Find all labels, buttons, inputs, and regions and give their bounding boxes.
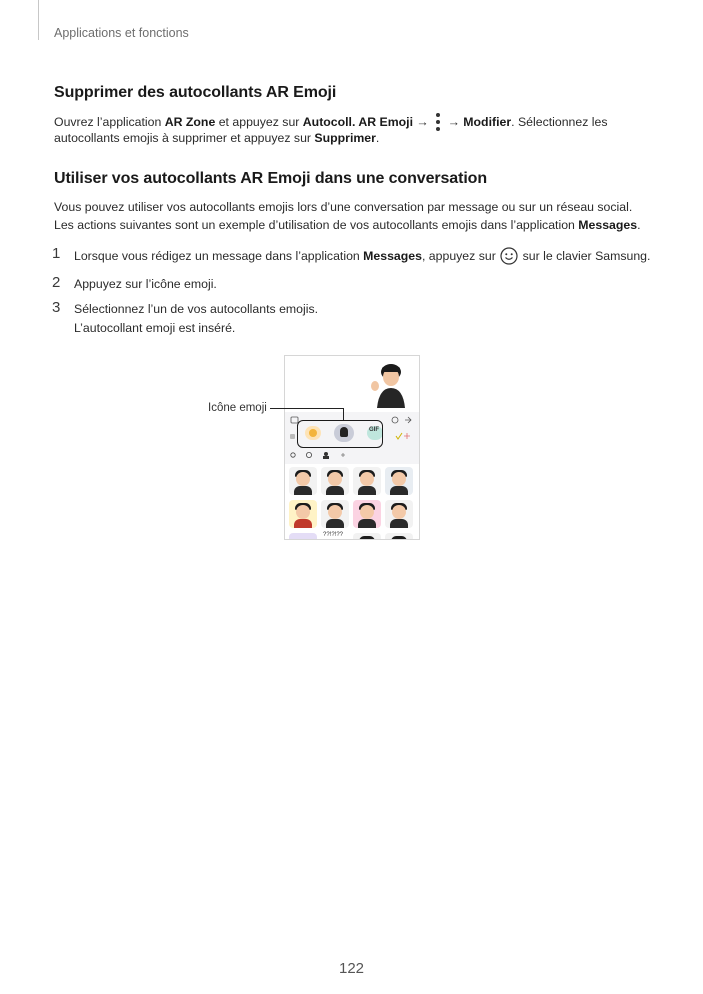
sent-sticker-image: [369, 358, 415, 408]
step-3-result: L’autocollant emoji est inséré.: [74, 321, 236, 335]
running-header: Applications et fonctions: [54, 26, 189, 40]
step-1-text: Lorsque vous rédigez un message dans l’application Messages, appuyez sur sur le clavier Samsung.: [74, 249, 651, 263]
sticker-item[interactable]: [321, 500, 349, 528]
sticker-item[interactable]: [289, 533, 317, 540]
callout-highlight-box: [297, 420, 383, 448]
header-rule: [38, 0, 39, 40]
paragraph-delete-line1: Ouvrez l’application AR Zone et appuyez sur Autocoll. AR Emoji → → Modifier. Sélectionnez les: [54, 112, 608, 132]
sticker-item[interactable]: [353, 467, 381, 495]
sticker-item[interactable]: [289, 467, 317, 495]
callout-line: [343, 408, 344, 420]
paragraph-intro-line2: Les actions suivantes sont un exemple d’utilisation de vos autocollants emojis dans l’application Messages.: [54, 218, 641, 232]
gif-label: GIF: [369, 427, 379, 433]
sticker-text: ??!?!??: [323, 532, 344, 538]
paragraph-intro-line1: Vous pouvez utiliser vos autocollants emojis lors d’une conversation par message ou sur un réseau social.: [54, 200, 633, 214]
ui-term-supprimer: Supprimer: [314, 131, 376, 145]
sticker-item[interactable]: [289, 500, 317, 528]
step-number: 2: [52, 274, 61, 291]
step-number: 3: [52, 299, 61, 316]
more-options-icon: [434, 112, 442, 132]
callout-line: [270, 408, 344, 409]
section-title-use: Utiliser vos autocollants AR Emoji dans une conversation: [54, 170, 488, 187]
step-3-text: Sélectionnez l’un de vos autocollants emojis.: [74, 302, 319, 316]
section-title-delete: Supprimer des autocollants AR Emoji: [54, 84, 337, 101]
sticker-item[interactable]: [385, 533, 413, 540]
smiley-icon: [500, 247, 518, 265]
sticker-item[interactable]: [321, 467, 349, 495]
step-2-text: Appuyez sur l’icône emoji.: [74, 277, 217, 291]
ui-term-messages: Messages: [363, 249, 422, 263]
ui-term-messages: Messages: [578, 218, 638, 232]
page-number: 122: [338, 960, 365, 977]
sticker-item[interactable]: [385, 500, 413, 528]
sticker-item[interactable]: [353, 533, 381, 540]
ui-term-ar-zone: AR Zone: [164, 115, 216, 129]
sticker-item[interactable]: [353, 500, 381, 528]
chat-area: [285, 356, 419, 412]
sticker-item[interactable]: [385, 467, 413, 495]
sticker-grid: [285, 464, 419, 539]
callout-label: Icône emoji: [208, 402, 267, 414]
ui-term-autocoll: Autocoll. AR Emoji: [302, 115, 414, 129]
step-number: 1: [52, 245, 61, 262]
paragraph-delete-line2: autocollants emojis à supprimer et appuyez sur Supprimer.: [54, 131, 380, 145]
ui-term-modifier: Modifier: [463, 115, 512, 129]
